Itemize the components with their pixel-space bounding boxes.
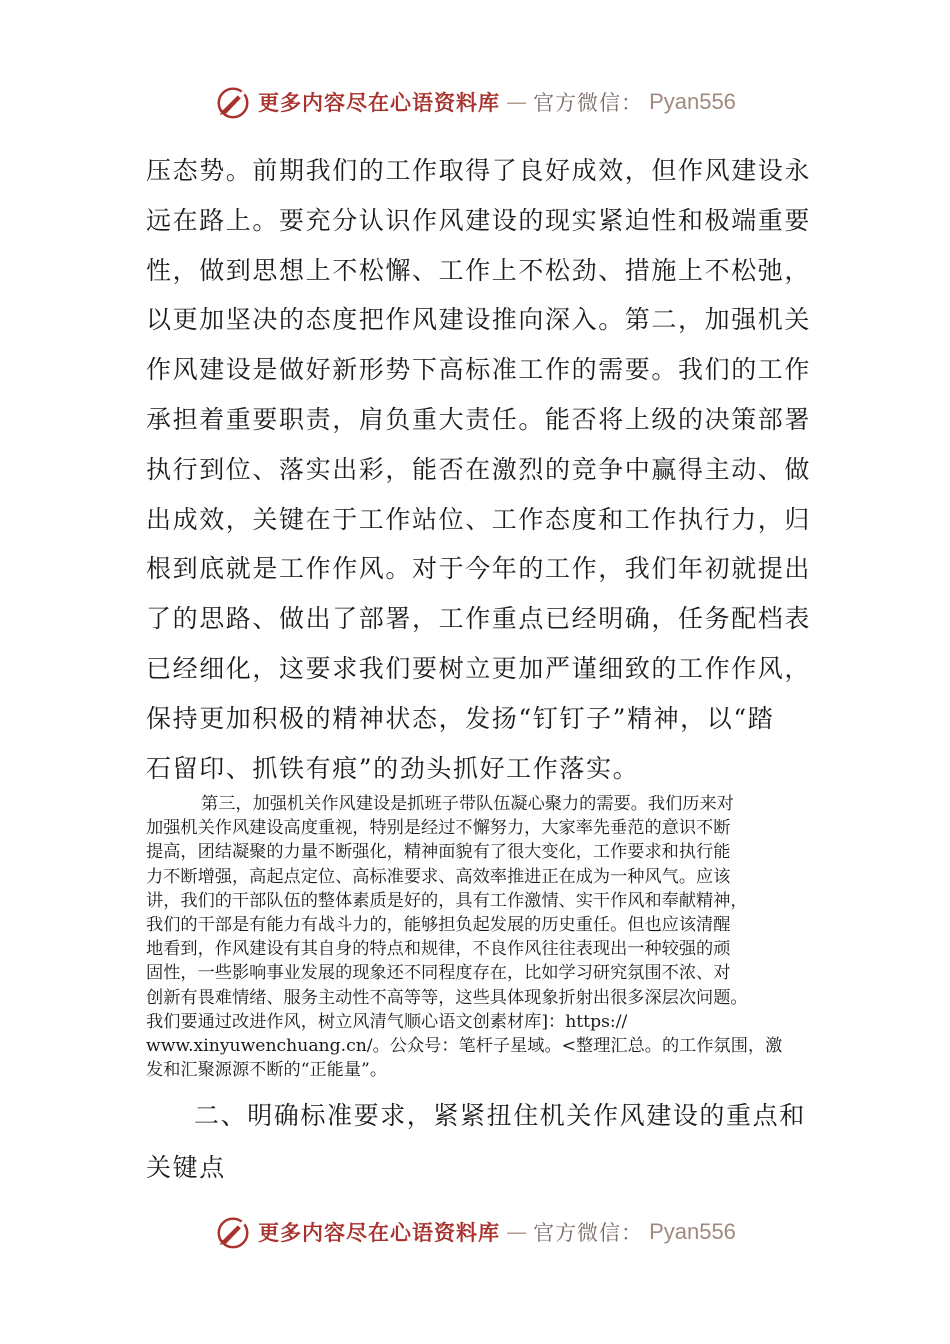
- small-line: 我们要通过改进作风，树立风清气顺心语文创素材库]：https://: [146, 1011, 628, 1032]
- small-line: www.xinyuwenchuang.cn/。公众号：笔杆子星域。<整理汇总。的工作氛围，激: [146, 1035, 783, 1056]
- header-banner: [0, 82, 950, 122]
- small-line: 讲，我们的干部队伍的整体素质是好的，具有工作激情、实干作风和奉献精神，: [146, 890, 748, 911]
- pen-nib-circle-icon: [214, 1213, 252, 1251]
- small-line: 创新有畏难情绪、服务主动性不高等等，这些具体现象折射出很多深层次问题。: [146, 987, 748, 1008]
- body-line: 已经细化，这要求我们要树立更加严谨细致的工作作风，: [146, 653, 812, 683]
- heading-line: 二、明确标准要求，紧紧扭住机关作风建设的重点和: [194, 1101, 806, 1130]
- small-line: 提高，团结凝聚的力量不断强化，精神面貌有了很大变化，工作要求和执行能: [146, 842, 731, 863]
- banner-separator: —: [506, 90, 528, 114]
- small-line: 第三，加强机关作风建设是抓班子带队伍凝心聚力的需要。我们历来对: [201, 794, 734, 814]
- small-line: 我们的干部是有能力有战斗力的，能够担负起发展的历史重任。但也应该清醒: [146, 914, 731, 935]
- body-line: 出成效，关键在于工作站位、工作态度和工作执行力，归: [146, 504, 812, 534]
- body-line: 保持更加积极的精神状态，发扬“钉钉子”精神，以“踏: [146, 703, 775, 733]
- heading-line: 关键点: [146, 1153, 226, 1182]
- body-line: 压态势。前期我们的工作取得了良好成效，但作风建设永: [146, 156, 812, 185]
- brand-name: 更多内容尽在心语资料库: [258, 90, 501, 115]
- small-line: 地看到，作风建设有其自身的特点和规律，不良作风往往表现出一种较强的顽: [146, 939, 731, 960]
- brand-name: 更多内容尽在心语资料库: [258, 1220, 501, 1245]
- body-line: 以更加坚决的态度把作风建设推向深入。第二，加强机关: [146, 305, 812, 335]
- section-heading: [146, 1090, 806, 1194]
- small-line: 固性，一些影响事业发展的现象还不同程度存在，比如学习研究氛围不浓、对: [146, 963, 731, 984]
- small-line: 加强机关作风建设高度重视，特别是经过不懈努力，大家率先垂范的意识不断: [146, 818, 731, 839]
- small-paragraph: [146, 792, 810, 1082]
- small-line: 发和汇聚源源不断的“正能量”。: [146, 1060, 388, 1081]
- body-paragraph: [146, 146, 812, 793]
- body-line: 承担着重要职责，肩负重大责任。能否将上级的决策部署: [146, 404, 812, 434]
- body-line: 了的思路、做出了部署，工作重点已经明确，任务配档表: [146, 604, 812, 634]
- body-line: 根到底就是工作作风。对于今年的工作，我们年初就提出: [146, 554, 812, 584]
- body-line: 作风建设是做好新形势下高标准工作的需要。我们的工作: [146, 355, 812, 385]
- body-line: 石留印、抓铁有痕”的劲头抓好工作落实。: [146, 753, 640, 783]
- body-line: 性，做到思想上不松懈、工作上不松劲、措施上不松弛，: [146, 255, 812, 285]
- banner-separator: —: [506, 1220, 528, 1244]
- wechat-id: Pyan556: [649, 1219, 736, 1244]
- body-line: 远在路上。要充分认识作风建设的现实紧迫性和极端重要: [146, 205, 812, 235]
- small-line: 力不断增强，高起点定位、高标准要求、高效率推进正在成为一种风气。应该: [146, 866, 731, 887]
- wechat-label: 官方微信：: [533, 1221, 644, 1245]
- body-line: 执行到位、落实出彩，能否在激烈的竞争中赢得主动、做: [146, 454, 812, 484]
- wechat-label: 官方微信：: [533, 91, 644, 115]
- pen-nib-circle-icon: [214, 83, 252, 121]
- wechat-id: Pyan556: [649, 89, 736, 114]
- footer-banner: [0, 1212, 950, 1252]
